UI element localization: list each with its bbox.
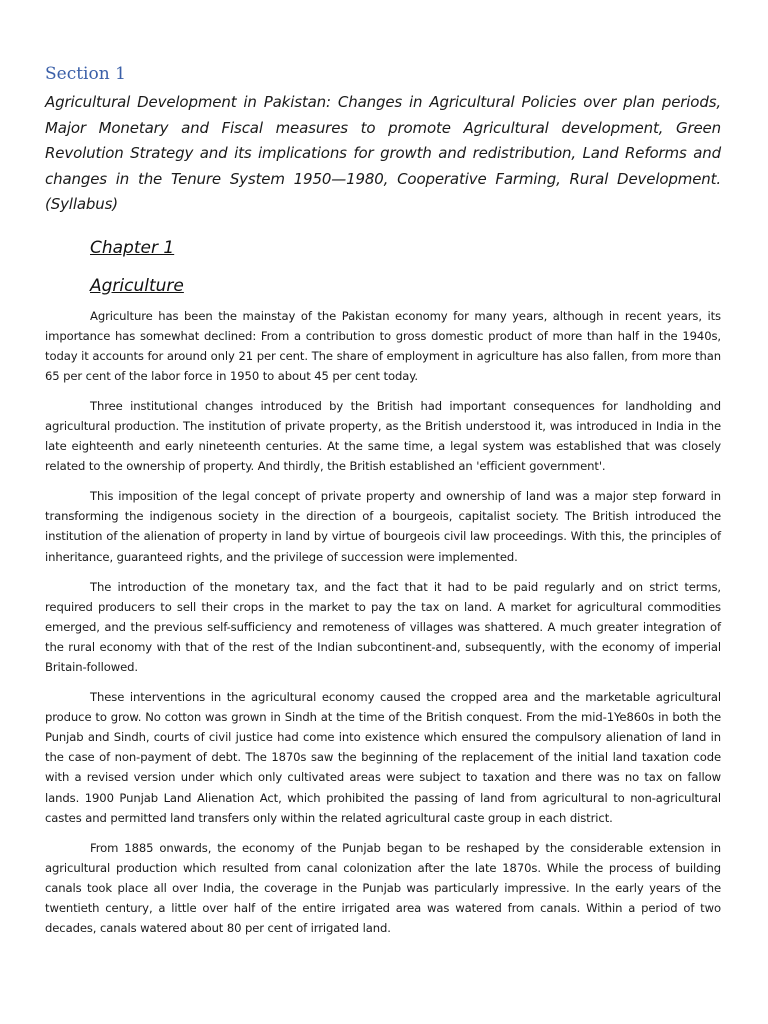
chapter-heading: Agriculture	[90, 275, 184, 296]
chapter-title: Chapter 1	[90, 237, 175, 258]
document-page	[45, 62, 721, 948]
section-title: Section 1	[45, 64, 126, 84]
syllabus-text: Agricultural Development in Pakistan: Changes in Agricultural Policies over plan periods, Major Monetary and Fiscal measures to promote Agricultural development, Green Revolution Strategy and its implications for growth and redistribution, Land Reforms and changes in the Tenure System 1950—1980, Cooperative Farming, Rural Development. (Syllabus)	[45, 93, 721, 213]
paragraph: The introduction of the monetary tax, and the fact that it had to be paid regularly and on strict terms, required producers to sell their crops in the market to pay the tax on land. A market for agricultural commodities emerged, and the previous self-sufficiency and remoteness of villages was shattered. A much greater integration of the rural economy with that of the rest of the Indian subcontinent-and, subsequently, with the economy of imperial Britain-followed.	[45, 579, 721, 674]
paragraph: Agriculture has been the mainstay of the Pakistan economy for many years, although in recent years, its importance has somewhat declined: From a contribution to gross domestic product of more than half in the 1940s, today it accounts for around only 21 per cent. The share of employment in agriculture has also fallen, from more than 65 per cent of the labor force in 1950 to about 45 per cent today.	[45, 308, 721, 383]
paragraph: These interventions in the agricultural economy caused the cropped area and the marketable agricultural produce to grow. No cotton was grown in Sindh at the time of the British conquest. From the mid-1Ye860s in both the Punjab and Sindh, courts of civil justice had come into existence which ensured the compulsory alienation of land in the case of non-payment of debt. The 1870s saw the beginning of the replacement of the initial land taxation code with a revised version under which only cultivated areas were subject to taxation and there was no tax on fallow lands. 1900 Punjab Land Alienation Act, which prohibited the passing of land from agricultural to non-agricultural castes and permitted land transfers only within the related agricultural caste group in each district.	[45, 690, 721, 825]
paragraph: This imposition of the legal concept of private property and ownership of land was a major step forward in transforming the indigenous society in the direction of a bourgeois, capitalist society. The British introduced the institution of the alienation of property in land by virtue of bourgeois civil law proceedings. With this, the principles of inheritance, guaranteed rights, and the privilege of succession were implemented.	[45, 489, 721, 564]
paragraph: Three institutional changes introduced by the British had important consequences for landholding and agricultural production. The institution of private property, as the British understood it, was introduced in India in the late eighteenth and early nineteenth centuries. At the same time, a legal system was established that was closely related to the ownership of property. And thirdly, the British established an 'efficient government'.	[45, 398, 721, 474]
paragraph: From 1885 onwards, the economy of the Punjab began to be reshaped by the considerable extension in agricultural production which resulted from canal colonization after the late 1870s. While the process of building canals took place all over India, the coverage in the Punjab was particularly impressive. In the early years of the twentieth century, a little over half of the entire irrigated area was watered from canals. Within a period of two decades, canals watered about 80 per cent of irrigated land.	[45, 840, 721, 936]
